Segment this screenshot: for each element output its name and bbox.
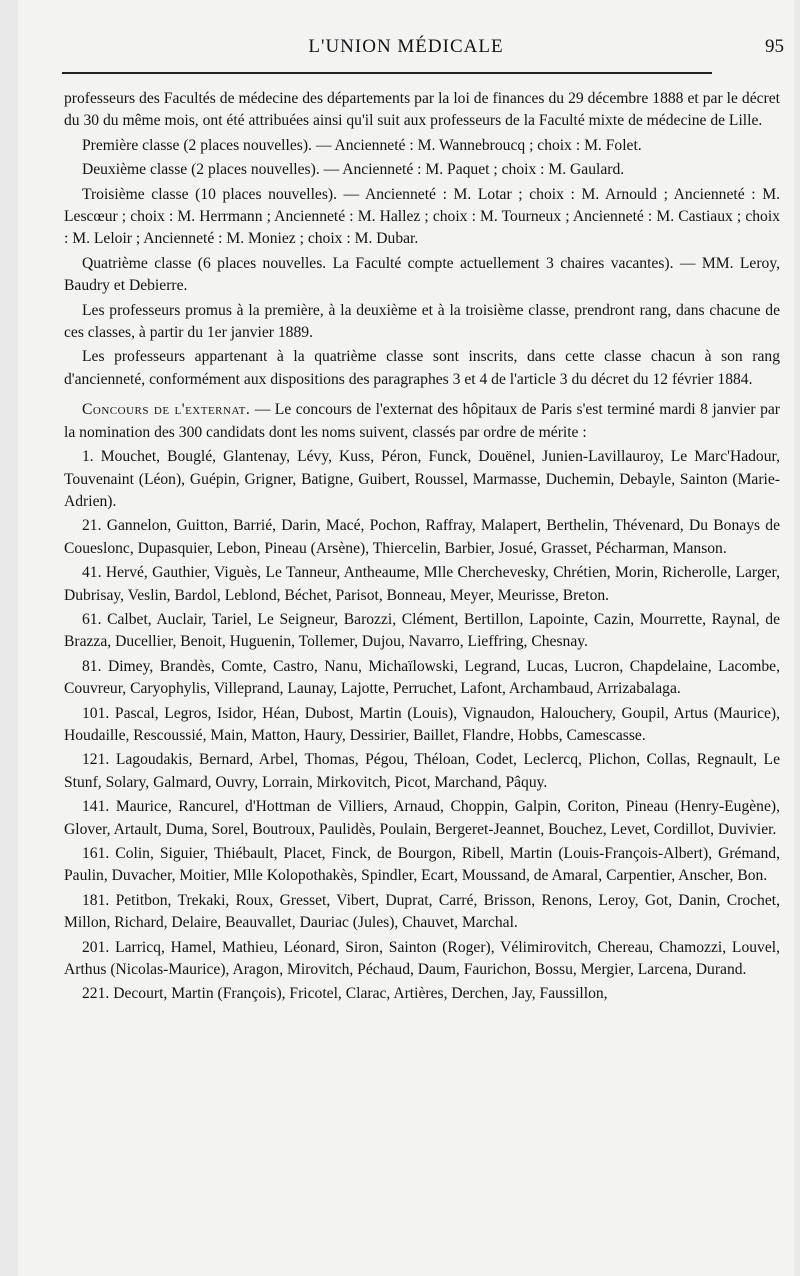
candidate-list-item: 221. Decourt, Martin (François), Fricotel, Clarac, Artières, Derchen, Jay, Faussillon,: [82, 985, 608, 1003]
candidate-list-item: 141. Maurice, Rancurel, d'Hottman de Villiers, Arnaud, Choppin, Galpin, Coriton, Pineau (Henry-Eugène), Glover, Artault, Duma, Sorel, Boutroux, Paulidès, Poulain, Bergeret-Jeannet, Bouchez, Levet, Cordillot, Duvivier.: [64, 798, 780, 838]
candidate-list-item: 81. Dimey, Brandès, Comte, Castro, Nanu, Michaïlowski, Legrand, Lucas, Lucron, Chapdelaine, Lacombe, Couvreur, Caryophylis, Villeprand, Launay, Lajotte, Perruchet, Lafont, Archambaud, Arrizabalaga.: [64, 657, 780, 698]
candidate-list-item: 121. Lagoudakis, Bernard, Arbel, Thomas, Pégou, Théloan, Codet, Leclercq, Plichon, Collas, Regnault, Le Stunf, Solary, Galmard, Ouvry, Lorrain, Mirkovitch, Picot, Marchand, Pâquy.: [64, 751, 780, 791]
candidate-list-item: 101. Pascal, Legros, Isidor, Héan, Dubost, Martin (Louis), Vignaudon, Halouchery, Goupil, Artus (Maurice), Houdaille, Rescoussié, Main, Matton, Haury, Dessirier, Baillet, Flandre, Hobbs, Camescasse.: [64, 704, 780, 744]
header-rule: [62, 72, 712, 74]
candidate-list-item: 161. Colin, Siguier, Thiébault, Placet, Finck, de Bourgon, Ribell, Martin (Louis-François-Albert), Grémand, Paulin, Duvacher, Moitier, Mlle Kolopothakès, Spindler, Ecart, Moussand, de Amaral, Carpentier, Anscher, Bon.: [64, 845, 780, 885]
paragraph: Deuxième classe (2 places nouvelles). — Ancienneté : M. Paquet ; choix : M. Gaulard.: [82, 161, 625, 179]
paragraph: Troisième classe (10 places nouvelles). — Ancienneté : M. Lotar ; choix : M. Arnould ; Ancienneté : M. Lescœur ; choix : M. Herrmann ; Ancienneté : M. Hallez ; choix : M. Tourneux ; Ancienneté : M. Castiaux ; choix : M. Leloir ; Ancienneté : M. Moniez ; choix : M. Dubar.: [64, 185, 780, 248]
concours-text: — Le concours de l'externat des hôpitaux de Paris s'est terminé mardi 8 janvier par la nomination des 300 candidats dont les noms suivent, classés par ordre de mérite :: [64, 401, 780, 441]
candidate-list-item: 41. Hervé, Gauthier, Viguès, Le Tanneur, Antheaume, Mlle Cherchevesky, Chrétien, Morin, Richerolle, Larger, Dubrisay, Veslin, Bardol, Leblond, Béchet, Parisot, Bonneau, Meyer, Meurisse, Breton.: [64, 564, 780, 604]
paragraph: Première classe (2 places nouvelles). — Ancienneté : M. Wannebroucq ; choix : M. Folet.: [82, 136, 642, 154]
document-page: [18, 0, 794, 1276]
paragraph: Les professeurs appartenant à la quatrième classe sont inscrits, dans cette classe chacun à son rang d'ancienneté, conformément aux dispositions des paragraphes 3 et 4 de l'article 3 du décret du 12 février 1884.: [64, 348, 780, 388]
paragraph: Quatrième classe (6 places nouvelles. La Faculté compte actuellement 3 chaires vacantes). — MM. Leroy, Baudry et Debierre.: [64, 254, 780, 295]
paragraph: professeurs des Facultés de médecine des départements par la loi de finances du 29 décembre 1888 et par le décret du 30 du même mois, ont été attribuées ainsi qu'il suit aux professeurs de la Faculté mixte de médecine de Lille.: [64, 90, 780, 130]
page-number: 95: [765, 36, 784, 57]
candidate-list-item: 21. Gannelon, Guitton, Barrié, Darin, Macé, Pochon, Raffray, Malapert, Berthelin, Thévenard, Du Bonays de Coueslonc, Dupasquier, Lebon, Pineau (Arsène), Thiercelin, Barbier, Josué, Grasset, Pécharman, Manson.: [64, 517, 780, 557]
paragraph: Les professeurs promus à la première, à la deuxième et à la troisième classe, prendront rang, dans chacune de ces classes, à partir du 1er janvier 1889.: [64, 301, 780, 342]
concours-paragraph: [64, 399, 780, 444]
running-title: L'UNION MÉDICALE: [308, 36, 504, 57]
candidate-list-item: 201. Larricq, Hamel, Mathieu, Léonard, Siron, Sainton (Roger), Vélimirovitch, Chereau, Chamozzi, Louvel, Arthus (Nicolas-Maurice), Aragon, Mirovitch, Péchaud, Daum, Faurichon, Bossu, Mergier, Larcena, Durand.: [64, 938, 780, 979]
article-body: [64, 88, 780, 1008]
page-header: [18, 34, 794, 64]
candidate-list-item: 1. Mouchet, Bouglé, Glantenay, Lévy, Kuss, Péron, Funck, Douënel, Junien-Lavillauroy, Le Marc'Hadour, Touvenaint (Léon), Guépin, Grigner, Batigne, Guibert, Roussel, Marmasse, Duchemin, Debayle, Sainton (Marie-Adrien).: [64, 448, 780, 510]
candidate-list-item: 61. Calbet, Auclair, Tariel, Le Seigneur, Barozzi, Clément, Bertillon, Lapointe, Cazin, Mourrette, Raynal, de Brazza, Ducellier, Benoit, Huguenin, Tollemer, Dujou, Navarro, Lieffring, Chesnay.: [64, 610, 780, 651]
concours-heading: Concours de l'externat.: [82, 401, 251, 419]
candidate-list-item: 181. Petitbon, Trekaki, Roux, Gresset, Vibert, Duprat, Carré, Brisson, Renons, Leroy, Got, Danin, Crochet, Millon, Richard, Delaire, Beauvallet, Dauriac (Jules), Chauvet, Marchal.: [64, 891, 780, 932]
